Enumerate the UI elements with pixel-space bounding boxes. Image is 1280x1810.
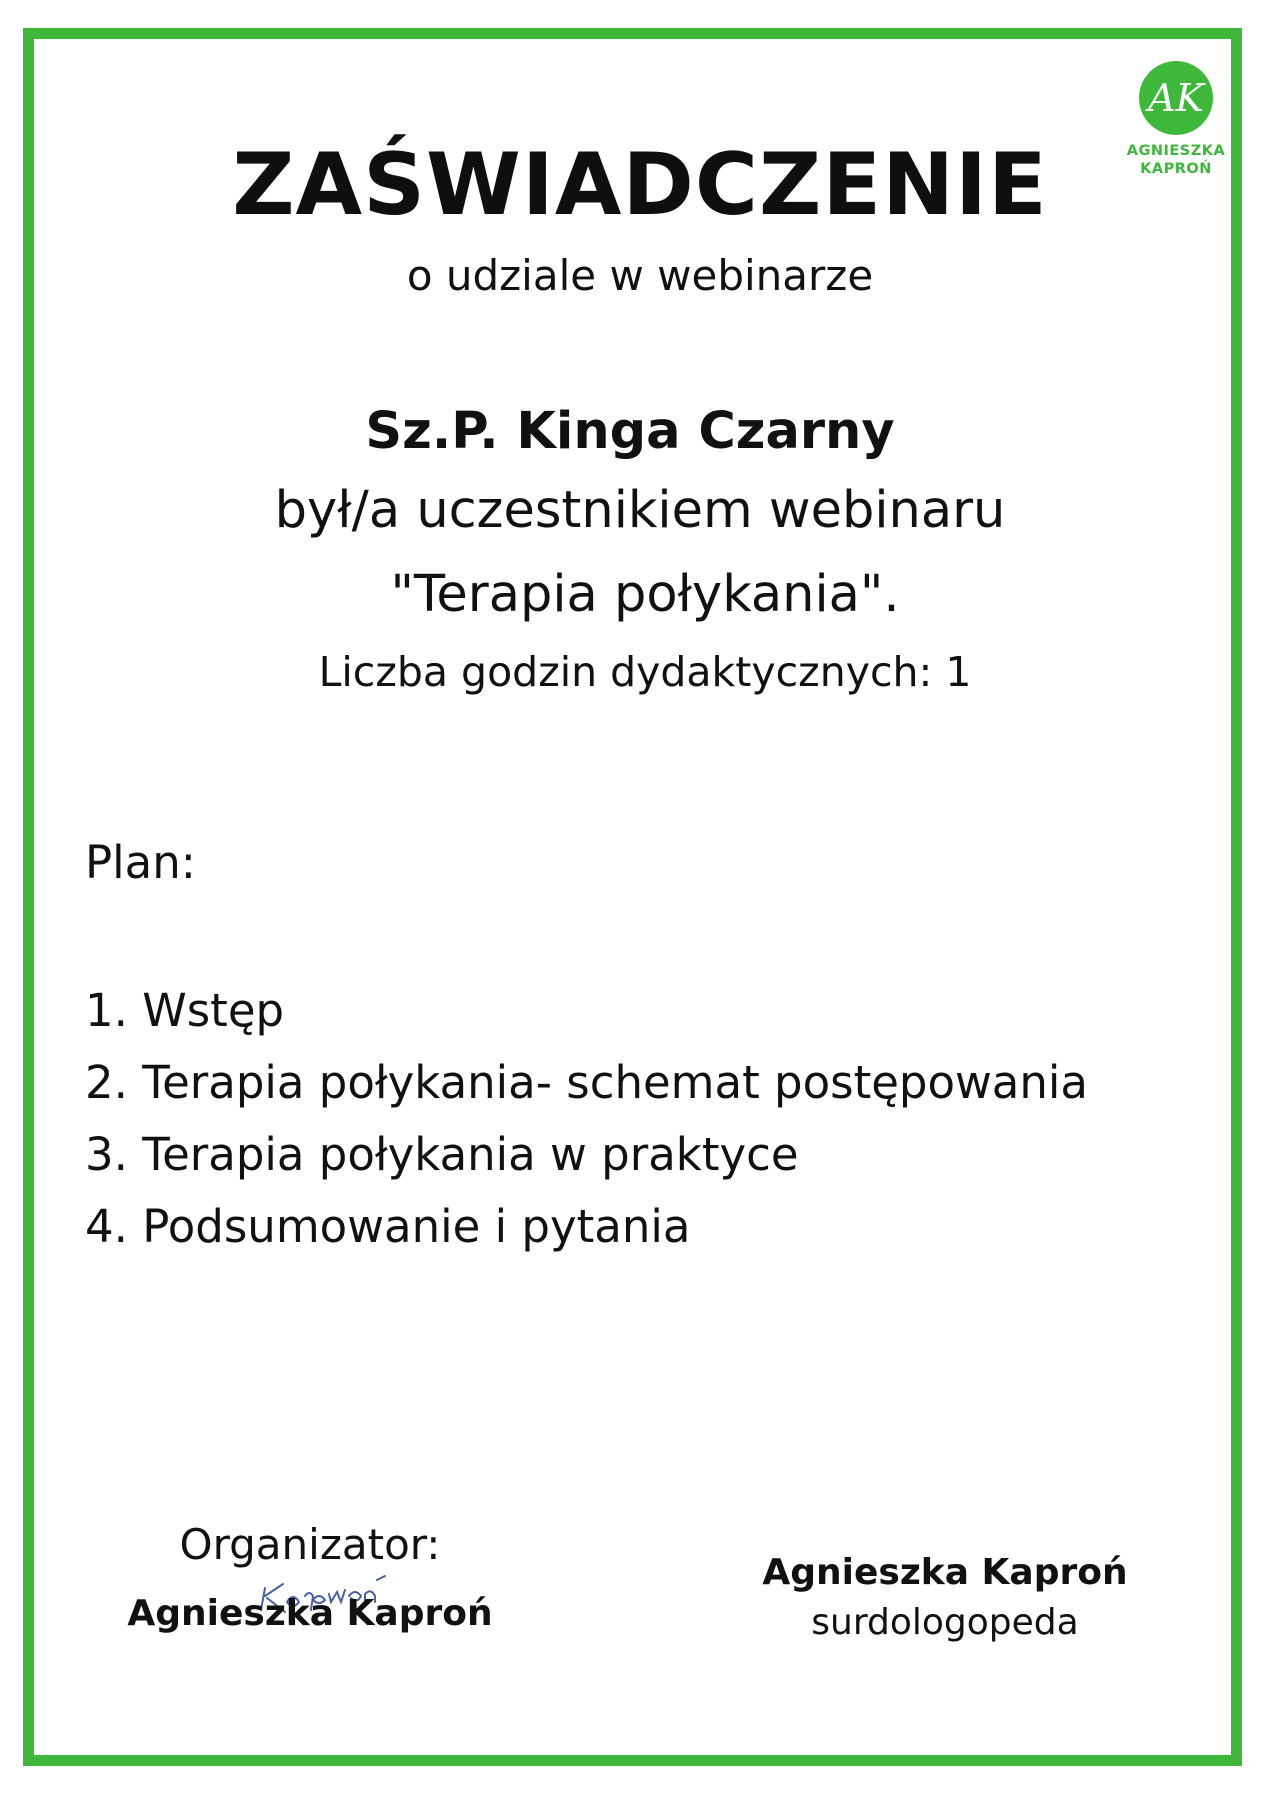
logo-name-line2: KAPROŃ [1140, 161, 1212, 177]
organizer-name: Agnieszka Kaproń [127, 1593, 493, 1634]
organizer-label: Organizator: [179, 1520, 441, 1569]
organizer-block [100, 1518, 520, 1636]
certificate-subtitle: o udziale w webinarze [406, 251, 874, 300]
webinar-title: "Terapia połykania". [390, 565, 900, 624]
specialist-title: surdologopeda [811, 1602, 1079, 1643]
specialist-block [740, 1548, 1150, 1648]
logo-monogram-icon [1138, 60, 1214, 136]
participant-name: Sz.P. Kinga Czarny [365, 402, 895, 461]
plan-item: 1. Wstęp [85, 984, 285, 1037]
participation-text: był/a uczestnikiem webinaru [274, 481, 1006, 540]
plan-list [85, 975, 1088, 1263]
specialist-name: Agnieszka Kaproń [762, 1552, 1128, 1593]
certificate-title: ZAŚWIADCZENIE [232, 135, 1048, 235]
plan-item: 4. Podsumowanie i pytania [85, 1200, 691, 1253]
logo-name-line1: AGNIESZKA [1126, 143, 1226, 159]
logo-monogram: AK [1148, 76, 1204, 120]
teaching-hours: Liczba godzin dydaktycznych: 1 [318, 648, 972, 696]
plan-item: 2. Terapia połykania- schemat postępowania [85, 1056, 1088, 1109]
plan-item: 3. Terapia połykania w praktyce [85, 1128, 799, 1181]
plan-label: Plan: [85, 836, 196, 889]
